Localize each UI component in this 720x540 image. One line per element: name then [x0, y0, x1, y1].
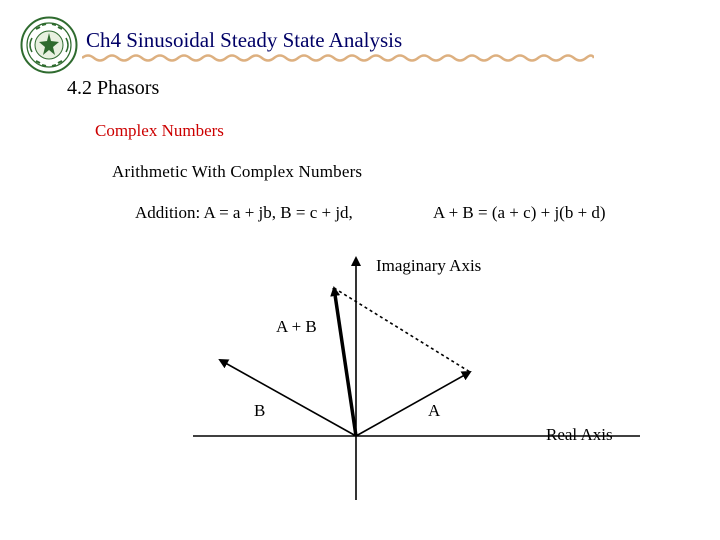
topic-title: Complex Numbers: [95, 121, 224, 140]
vector-a-label: A: [428, 401, 441, 420]
imaginary-axis-label: Imaginary Axis: [376, 256, 482, 275]
chapter-title: Ch4 Sinusoidal Steady State Analysis: [86, 28, 403, 52]
vector-a: [356, 372, 470, 436]
section-title: 4.2 Phasors: [67, 77, 160, 99]
real-axis-label: Real Axis: [546, 425, 613, 444]
parallelogram-dashed-line: [334, 288, 470, 372]
vector-sum-label: A + B: [276, 317, 317, 336]
subtopic-title: Arithmetic With Complex Numbers: [112, 162, 363, 181]
vector-b-label: B: [254, 401, 266, 420]
vector-b: [220, 360, 356, 436]
vector-sum: [334, 288, 356, 436]
addition-definition: Addition: A = a + jb, B = c + jd,: [135, 203, 353, 222]
sum-expression: A + B = (a + c) + j(b + d): [433, 203, 606, 222]
